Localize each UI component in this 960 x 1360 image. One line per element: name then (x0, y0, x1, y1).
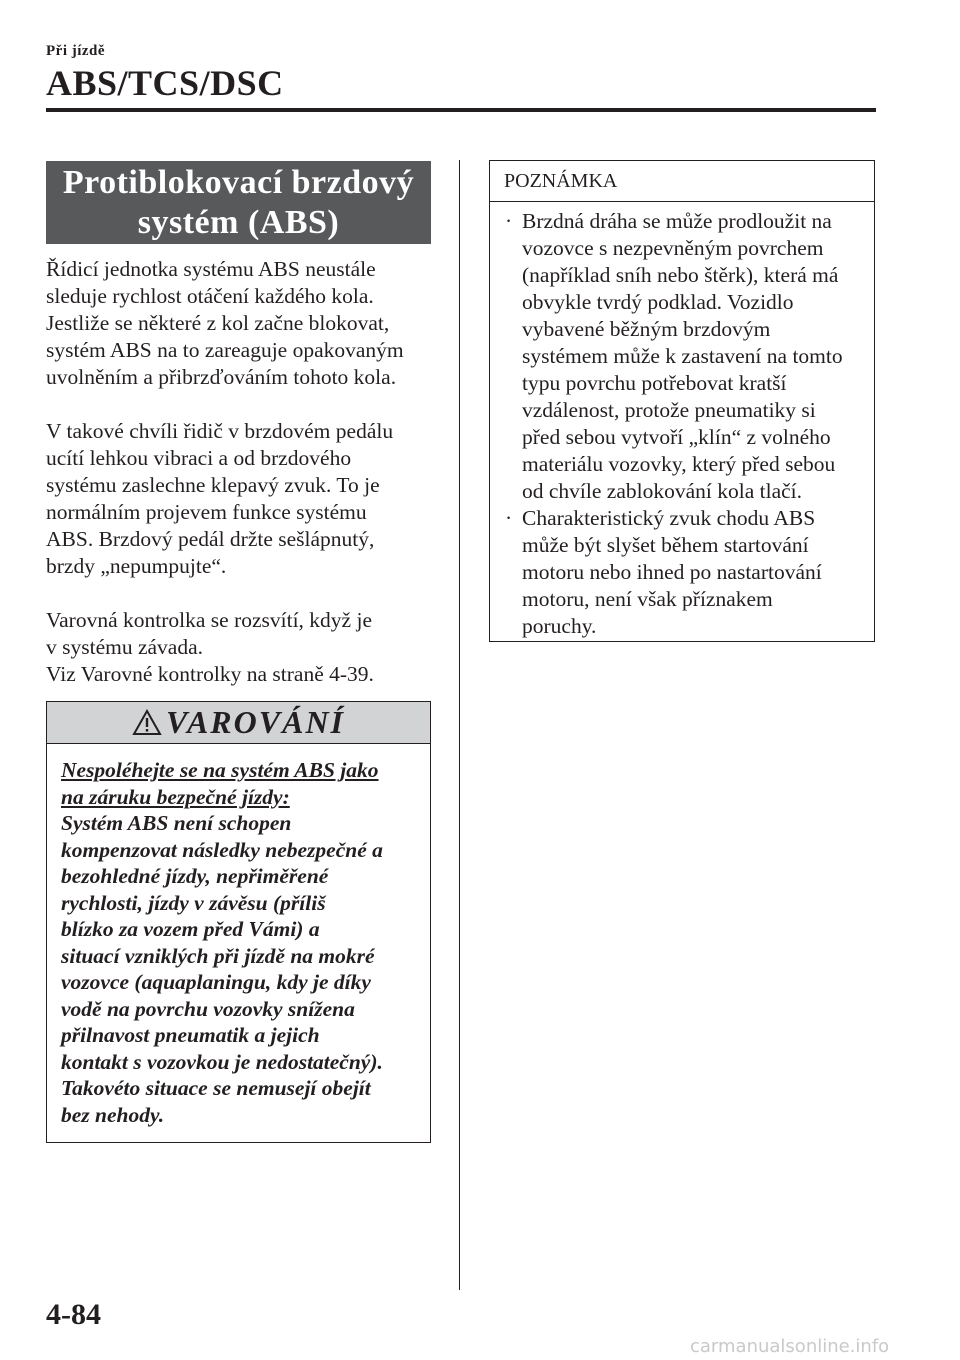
note-text-line: motoru nebo ihned po nastartování (522, 560, 822, 584)
warning-text-line: přilnavost pneumatik a jejich (61, 1023, 320, 1047)
warning-text-line: vodě na povrchu vozovky snížena (61, 996, 355, 1021)
warning-triangle-icon (132, 709, 162, 736)
warning-text-line: Systém ABS není schopen (61, 811, 292, 835)
note-text-line: může být slyšet během startování (522, 533, 809, 557)
warning-heading-line: na záruku bezpečné jízdy: (61, 784, 290, 809)
chapter-title: ABS/TCS/DSC (46, 63, 284, 103)
note-item (504, 505, 864, 640)
column-divider (459, 160, 460, 1290)
note-text-line: vzdálenost, protože pneumatiky si (522, 398, 816, 422)
paragraph-2 (46, 418, 431, 580)
text-line: normálním projevem funkce systému (46, 500, 367, 524)
warning-text-line: bez nehody. (61, 1102, 165, 1127)
note-box (489, 160, 875, 642)
note-item (504, 208, 864, 505)
warning-text-line: Takovéto situace se nemusejí obejít (61, 1076, 371, 1100)
warning-label: VAROVÁNÍ (165, 704, 345, 740)
note-text-line: vozovce s nezpevněným povrchem (522, 236, 824, 260)
warning-text-line: blízko za vozem před Vámi) a (61, 917, 320, 941)
text-line: ABS. Brzdový pedál držte sešlápnutý, (46, 527, 375, 551)
warning-text-line: rychlosti, jízdy v závěsu (příliš (61, 890, 326, 915)
text-line: v systému závada. (46, 635, 204, 659)
paragraph-1 (46, 256, 431, 391)
note-text-line: motoru, není však příznakem (522, 587, 773, 611)
note-text-line: (například sníh nebo štěrk), která má (522, 263, 839, 287)
text-line: Řídicí jednotka systému ABS neustále (46, 257, 376, 281)
warning-text-line: vozovce (aquaplaningu, kdy je díky (61, 970, 371, 994)
text-line: uvolněním a přibrzďováním tohoto kola. (46, 365, 397, 389)
text-line: systému zaslechne klepavý zvuk. To je (46, 473, 380, 497)
header-rule (46, 108, 876, 112)
body-text (46, 256, 431, 715)
warning-body (47, 744, 430, 1128)
section-title-line: systém (ABS) (137, 204, 340, 241)
note-text-line: materiálu vozovky, který před sebou (522, 452, 836, 476)
note-text-line: obvykle tvrdý podklad. Vozidlo (522, 290, 794, 314)
text-line: brzdy „nepumpujte“. (46, 554, 227, 578)
note-body (490, 202, 874, 640)
section-label: Při jízdě (46, 43, 106, 59)
note-text-line: systémem může k zastavení na tomto (522, 344, 843, 368)
warning-header (47, 702, 430, 744)
warning-box (46, 701, 431, 1143)
note-text-line: typu povrchu potřebovat kratší (522, 371, 787, 395)
note-text-line: od chvíle zablokování kola tlačí. (522, 479, 803, 503)
note-text-line: Charakteristický zvuk chodu ABS (522, 506, 816, 530)
text-line: systém ABS na to zareaguje opakovaným (46, 338, 404, 362)
section-title-box (46, 161, 431, 244)
paragraph-3 (46, 607, 431, 688)
text-line: Jestliže se některé z kol začne blokovat, (46, 311, 390, 335)
bullet-icon: · (505, 209, 513, 233)
note-text-line: před sebou vytvoří „klín“ z volného (522, 425, 831, 449)
note-header: POZNÁMKA (490, 161, 874, 202)
text-line: V takové chvíli řidič v brzdovém pedálu (46, 419, 394, 443)
note-text-line: Brzdná dráha se může prodloužit na (522, 209, 832, 233)
warning-heading-line: Nespoléhejte se na systém ABS jako (61, 758, 379, 782)
page-number: 4-84 (46, 1298, 101, 1331)
page-reference[interactable]: Viz Varovné kontrolky na straně 4-39. (46, 662, 374, 686)
warning-text-line: kontakt s vozovkou je nedostatečný). (61, 1049, 383, 1074)
warning-text-line: situací vzniklých při jízdě na mokré (61, 943, 375, 968)
footer-watermark: carmanualsonline.info (690, 1336, 890, 1357)
text-line: ucítí lehkou vibraci a od brzdového (46, 446, 352, 470)
warning-text-line: bezohledné jízdy, nepřiměřené (61, 864, 329, 888)
text-line: sleduje rychlost otáčení každého kola. (46, 284, 374, 308)
section-title-line: Protiblokovací brzdový (62, 164, 415, 201)
warning-text-line: kompenzovat následky nebezpečné a (61, 837, 383, 862)
note-text-line: poruchy. (522, 614, 597, 638)
text-line: Varovná kontrolka se rozsvítí, když je (46, 608, 372, 632)
note-text-line: vybavené běžným brzdovým (522, 317, 771, 341)
bullet-icon: · (505, 506, 513, 530)
